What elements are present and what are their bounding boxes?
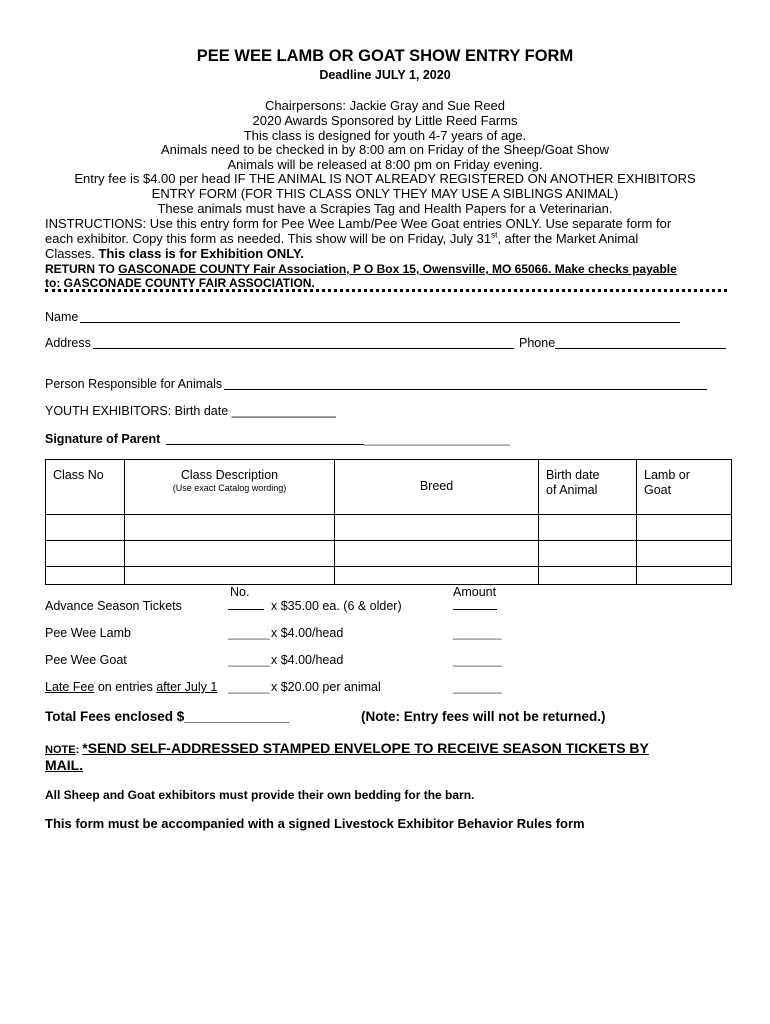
age-note: This class is designed for youth 4-7 years of age. [243,128,527,143]
person-responsible-field[interactable] [224,389,707,390]
pee-wee-goat-label: Pee Wee Goat [45,653,127,667]
lamb-or-goat-cell[interactable] [637,567,732,585]
header-class-description: Class Description (Use exact Catalog wording) [125,460,335,515]
class-description-cell[interactable] [125,515,335,541]
pee-wee-goat-amount-field[interactable]: _______ [453,653,502,667]
late-fee-amount-field[interactable]: _______ [453,680,502,694]
no-column-label: No. [230,585,250,599]
section-divider [45,289,727,292]
pee-wee-lamb-amount-field[interactable]: _______ [453,626,502,640]
deadline: Deadline JULY 1, 2020 [319,68,451,82]
bedding-note: All Sheep and Goat exhibitors must provide their own bedding for the barn. [45,788,475,802]
release-note: Animals will be released at 8:00 pm on Friday evening. [227,157,543,172]
entries-table [45,459,732,585]
form-title: PEE WEE LAMB OR GOAT SHOW ENTRY FORM [196,47,574,65]
instructions-line1: INSTRUCTIONS: Use this entry form for Pee Wee Lamb/Pee Wee Goat entries ONLY. Use separate form for [45,216,672,231]
breed-cell[interactable] [335,567,539,585]
behavior-rules-note: This form must be accompanied with a signed Livestock Exhibitor Behavior Rules form [45,816,585,831]
pee-wee-goat-qty-field[interactable]: ______ [228,653,270,667]
address-label: Address [45,336,91,350]
advance-tickets-qty-field[interactable] [228,609,264,610]
pee-wee-lamb-label: Pee Wee Lamb [45,626,131,640]
amount-column-label: Amount [453,585,497,599]
refund-note: (Note: Entry fees will not be returned.) [361,709,606,724]
birth-date-cell[interactable] [539,515,637,541]
late-fee-qty-field[interactable]: ______ [228,680,270,694]
pee-wee-goat-rate: x $4.00/head [271,653,344,667]
table-row [46,541,732,567]
birth-date-cell[interactable] [539,567,637,585]
breed-cell[interactable] [335,515,539,541]
class-description-cell[interactable] [125,567,335,585]
class-description-cell[interactable] [125,541,335,567]
breed-cell[interactable] [335,541,539,567]
class-no-cell[interactable] [46,567,125,585]
table-row [46,515,732,541]
pee-wee-lamb-rate: x $4.00/head [271,626,344,640]
person-responsible-label: Person Responsible for Animals [45,377,223,391]
name-field[interactable] [80,322,680,323]
chairpersons: Chairpersons: Jackie Gray and Sue Reed [265,98,505,113]
address-field[interactable] [93,348,514,349]
phone-label: Phone [519,336,556,350]
table-row [46,567,732,585]
birth-date-cell[interactable] [539,541,637,567]
advance-tickets-label: Advance Season Tickets [45,599,182,613]
pee-wee-lamb-qty-field[interactable]: ______ [228,626,270,640]
phone-field[interactable] [555,348,726,349]
return-address-line1: RETURN TO GASCONADE COUNTY Fair Association, P O Box 15, Owensville, MO 65066. Make checks payable [45,262,677,276]
advance-tickets-rate: x $35.00 ea. (6 & older) [271,599,402,613]
lamb-or-goat-cell[interactable] [637,515,732,541]
instructions-line2: each exhibitor. Copy this form as needed. This show will be on Friday, July 31st, after the Market Animal [45,230,639,246]
checkin-note: Animals need to be checked in by 8:00 am on Friday of the Sheep/Goat Show [160,142,610,157]
total-fees-field[interactable]: Total Fees enclosed $______________ [45,709,290,724]
advance-tickets-amount-field[interactable] [453,609,497,610]
fee-note-line1: Entry fee is $4.00 per head IF THE ANIMAL IS NOT ALREADY REGISTERED ON ANOTHER EXHIBITORS [74,171,696,186]
lamb-or-goat-cell[interactable] [637,541,732,567]
header-birth-date: Birth date of Animal [539,460,637,515]
name-label: Name [45,310,79,324]
header-breed: Breed [335,460,539,515]
fee-note-line2: ENTRY FORM (FOR THIS CLASS ONLY THEY MAY USE A SIBLINGS ANIMAL) [151,186,619,201]
return-address-line2: to: GASCONADE COUNTY FAIR ASSOCIATION. [45,276,315,290]
late-fee-rate: x $20.00 per animal [271,680,381,694]
season-ticket-note: NOTE: *SEND SELF-ADDRESSED STAMPED ENVELOPE TO RECEIVE SEASON TICKETS BY [45,740,649,756]
scrapies-note: These animals must have a Scrapies Tag and Health Papers for a Veterinarian. [157,201,613,216]
table-header-row [46,460,732,515]
youth-birth-date-field[interactable]: YOUTH EXHIBITORS: Birth date _______________ [45,404,336,418]
class-no-cell[interactable] [46,541,125,567]
season-ticket-note-cont: MAIL. [45,757,84,773]
header-lamb-or-goat: Lamb or Goat [637,460,732,515]
signature-parent-label: Signature of Parent [45,432,161,446]
class-no-cell[interactable] [46,515,125,541]
sponsor-line: 2020 Awards Sponsored by Little Reed Farms [252,113,518,128]
signature-parent-extension: _____________________ [364,432,510,446]
late-fee-label: Late Fee on entries after July 1 [45,680,218,694]
header-class-no: Class No [46,460,125,515]
instructions-line3: Classes. This class is for Exhibition ONLY. [45,246,304,261]
signature-parent-field[interactable] [166,444,364,445]
